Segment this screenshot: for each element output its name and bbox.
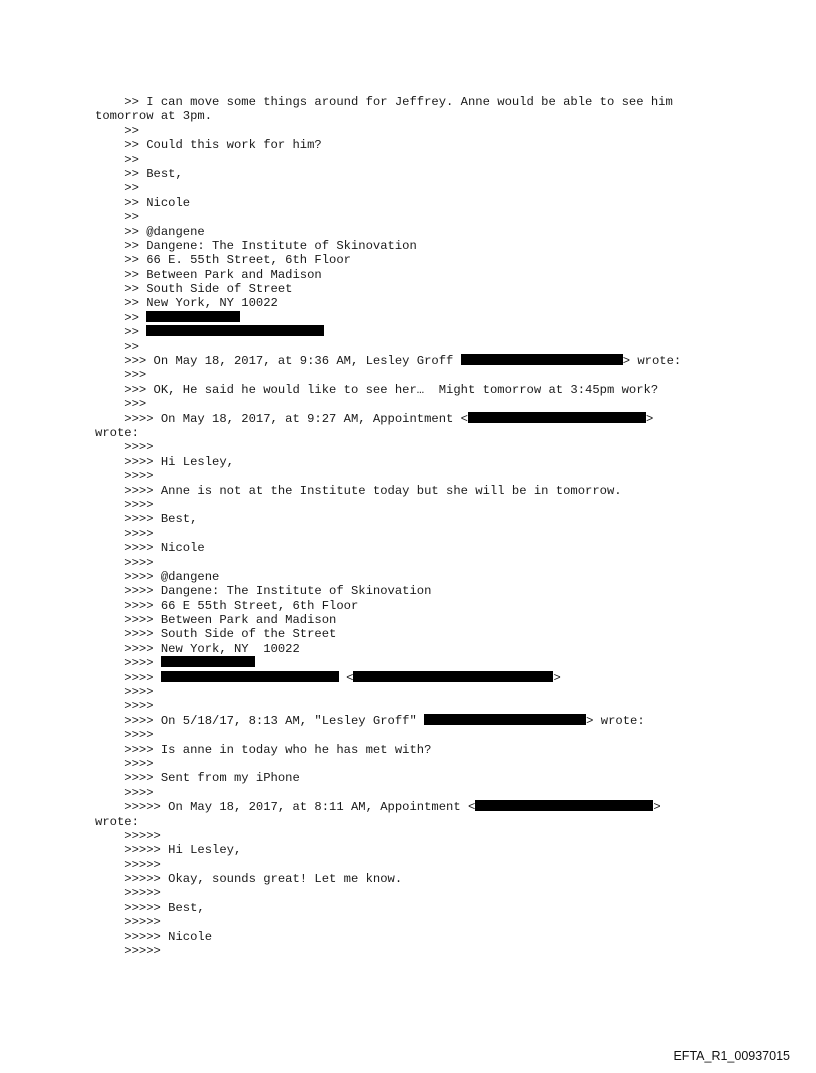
text-line	[95, 944, 681, 958]
line-text: >>>>> On May 18, 2017, at 8:11 AM, Appointment <	[95, 800, 476, 815]
text-line	[95, 455, 681, 469]
text-line	[95, 412, 681, 426]
redaction-block	[161, 656, 255, 667]
line-text: >>>> On 5/18/17, 8:13 AM, "Lesley Groff"	[95, 713, 425, 728]
text-line	[95, 743, 681, 757]
text-line	[95, 800, 681, 814]
redaction-block	[475, 800, 653, 811]
line-text: >>	[95, 210, 139, 225]
redaction-block	[161, 671, 339, 682]
line-text: >>>>	[95, 785, 154, 800]
text-line	[95, 153, 681, 167]
text-line	[95, 239, 681, 253]
redaction-block	[146, 325, 324, 336]
line-text: >>>> 66 E 55th Street, 6th Floor	[95, 598, 359, 613]
text-line	[95, 786, 681, 800]
text-line	[95, 699, 681, 713]
line-text: >>>>	[95, 526, 154, 541]
text-line	[95, 556, 681, 570]
text-line	[95, 397, 681, 411]
text-line	[95, 340, 681, 354]
line-text: >> South Side of Street	[95, 282, 293, 297]
line-text: >>>> @dangene	[95, 569, 220, 584]
text-line	[95, 671, 681, 685]
line-text: >> Between Park and Madison	[95, 267, 322, 282]
line-text: >>	[95, 310, 147, 325]
line-text: >>>	[95, 397, 147, 412]
line-text: >>>>> Best,	[95, 900, 205, 915]
line-text: >> I can move some things around for Jeffrey. Anne would be able to see him	[95, 95, 673, 109]
line-text: >>>>	[95, 685, 154, 700]
text-line	[95, 181, 681, 195]
text-line	[95, 368, 681, 382]
text-line	[95, 541, 681, 555]
line-text: >>>	[95, 368, 147, 383]
text-line	[95, 886, 681, 900]
text-line	[95, 167, 681, 181]
text-line	[95, 570, 681, 584]
line-text: >>>> Anne is not at the Institute today but she will be in tomorrow.	[95, 483, 622, 498]
line-text: >>>> Dangene: The Institute of Skinovation	[95, 584, 432, 599]
line-text: >>>>	[95, 656, 161, 671]
line-text: >>>> Hi Lesley,	[95, 454, 234, 469]
text-line	[95, 584, 681, 598]
text-line	[95, 815, 681, 829]
text-line	[95, 757, 681, 771]
line-text: >>>> New York, NY 10022	[95, 641, 300, 656]
text-line	[95, 728, 681, 742]
text-line	[95, 843, 681, 857]
text-line	[95, 872, 681, 886]
line-text: >> Best,	[95, 166, 183, 181]
line-text: >> Dangene: The Institute of Skinovation	[95, 238, 417, 253]
line-text: >>> OK, He said he would like to see her… Might tomorrow at 3:45pm work?	[95, 382, 659, 397]
line-text: >>>>	[95, 728, 154, 743]
line-text: >>> On May 18, 2017, at 9:36 AM, Lesley Groff	[95, 354, 461, 369]
line-text: >>>>	[95, 469, 154, 484]
line-text-after-redaction: >	[553, 670, 561, 685]
text-line	[95, 311, 681, 325]
text-line	[95, 642, 681, 656]
line-text: >>>>	[95, 756, 154, 771]
text-line	[95, 383, 681, 397]
line-text: >>>>> Hi Lesley,	[95, 843, 242, 858]
text-line	[95, 282, 681, 296]
document-id-footer: EFTA_R1_00937015	[673, 1049, 790, 1063]
text-line	[95, 325, 681, 339]
text-line	[95, 627, 681, 641]
text-line	[95, 253, 681, 267]
text-line	[95, 124, 681, 138]
text-line	[95, 527, 681, 541]
text-line	[95, 498, 681, 512]
line-text: >>>> Is anne in today who he has met with?	[95, 742, 432, 757]
line-text: >>	[95, 181, 139, 196]
line-text: >> Nicole	[95, 195, 191, 210]
line-text: >>	[95, 152, 139, 167]
text-line	[95, 95, 681, 109]
text-line	[95, 512, 681, 526]
line-text: >>>>	[95, 497, 154, 512]
line-text-after-redaction: <	[338, 670, 354, 685]
text-line	[95, 484, 681, 498]
line-text: >>>> Between Park and Madison	[95, 613, 337, 628]
line-text: >>	[95, 339, 139, 354]
line-text: >> 66 E. 55th Street, 6th Floor	[95, 253, 351, 268]
line-text: >>>>>	[95, 828, 161, 843]
line-text: >>>>>	[95, 944, 161, 959]
line-text-after-redaction: >	[646, 411, 654, 426]
line-text: >>>>>	[95, 857, 161, 872]
line-text: >>>>	[95, 670, 161, 685]
line-text: >>>> Nicole	[95, 541, 205, 556]
text-line	[95, 771, 681, 785]
line-text: >>>>>	[95, 886, 161, 901]
email-thread-body	[95, 95, 681, 958]
line-text: >> Could this work for him?	[95, 138, 322, 153]
line-text: >>>> Sent from my iPhone	[95, 771, 300, 786]
line-text-after-redaction: > wrote:	[586, 713, 645, 728]
text-line	[95, 210, 681, 224]
line-text: >>>> South Side of the Street	[95, 627, 337, 642]
line-text: >> @dangene	[95, 224, 205, 239]
line-text: >> New York, NY 10022	[95, 296, 278, 311]
line-text-after-redaction: > wrote:	[622, 354, 682, 369]
line-text: >>>>>	[95, 915, 161, 930]
text-line	[95, 829, 681, 843]
line-text: >>	[95, 123, 139, 138]
redaction-block	[353, 671, 553, 682]
text-line	[95, 685, 681, 699]
text-line	[95, 268, 681, 282]
redaction-block	[461, 354, 623, 365]
line-text: >>>>> Okay, sounds great! Let me know.	[95, 872, 403, 887]
text-line	[95, 109, 681, 123]
line-text: tomorrow at 3pm.	[95, 109, 213, 124]
text-line	[95, 901, 681, 915]
redaction-block	[468, 412, 646, 423]
text-line	[95, 440, 681, 454]
line-text: >>>>	[95, 555, 154, 570]
text-line	[95, 656, 681, 670]
text-line	[95, 196, 681, 210]
text-line	[95, 930, 681, 944]
text-line	[95, 915, 681, 929]
line-text: >>>>	[95, 440, 154, 455]
line-text: >>>> Best,	[95, 512, 198, 527]
text-line	[95, 225, 681, 239]
redaction-block	[424, 714, 586, 725]
text-line	[95, 354, 681, 368]
redaction-block	[146, 311, 240, 322]
line-text: >>>> On May 18, 2017, at 9:27 AM, Appointment <	[95, 411, 468, 426]
line-text-after-redaction: >	[653, 800, 661, 815]
text-line	[95, 599, 681, 613]
line-text: >>	[95, 325, 147, 340]
text-line	[95, 714, 681, 728]
text-line	[95, 613, 681, 627]
text-line	[95, 138, 681, 152]
text-line	[95, 858, 681, 872]
line-text: wrote:	[95, 425, 139, 440]
text-line	[95, 469, 681, 483]
line-text: >>>>	[95, 699, 154, 714]
line-text: wrote:	[95, 814, 139, 829]
text-line	[95, 296, 681, 310]
text-line	[95, 426, 681, 440]
line-text: >>>>> Nicole	[95, 929, 213, 944]
